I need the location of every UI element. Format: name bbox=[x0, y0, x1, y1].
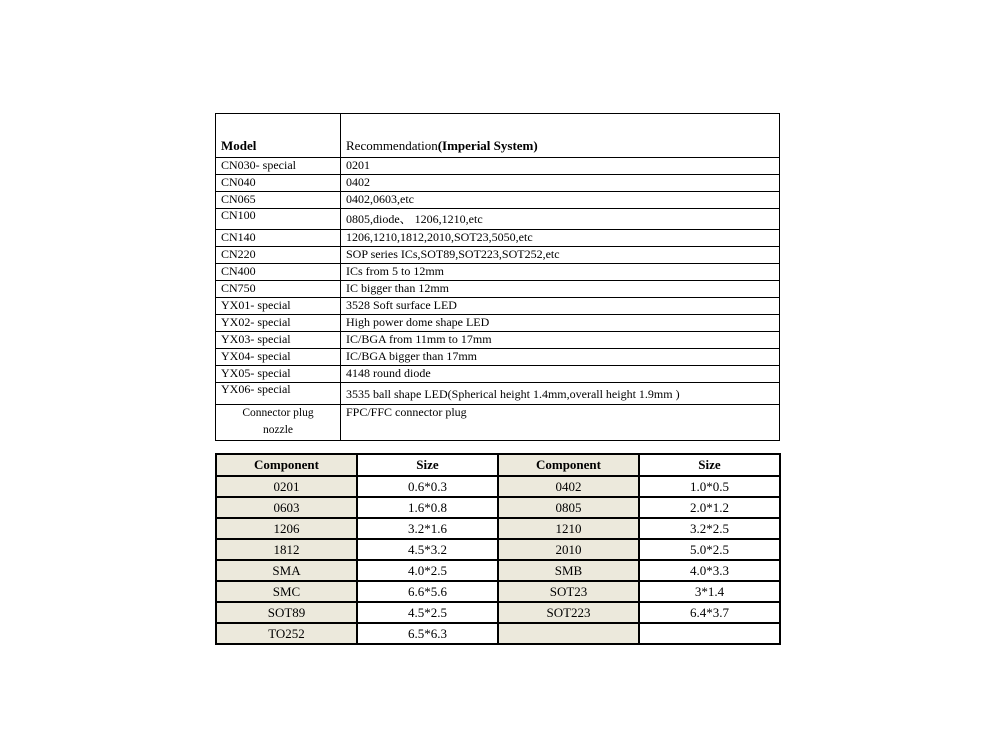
size-column-header: Size bbox=[357, 454, 498, 476]
component-cell: SMB bbox=[498, 560, 639, 581]
table-row bbox=[216, 230, 780, 247]
model-column-header: Model bbox=[216, 114, 341, 158]
table-row bbox=[216, 518, 780, 539]
size-cell: 1.6*0.8 bbox=[357, 497, 498, 518]
model-cell: YX01- special bbox=[216, 298, 341, 315]
size-column-header: Size bbox=[639, 454, 780, 476]
table-row bbox=[216, 315, 780, 332]
size-cell: 1.0*0.5 bbox=[639, 476, 780, 497]
table-row bbox=[216, 602, 780, 623]
component-column-header: Component bbox=[498, 454, 639, 476]
component-cell: SMA bbox=[216, 560, 357, 581]
table-header-row bbox=[216, 114, 780, 158]
recommendation-column-header bbox=[341, 114, 780, 158]
table-row bbox=[216, 192, 780, 209]
model-cell: YX06- special bbox=[216, 383, 341, 405]
table-row bbox=[216, 405, 780, 441]
recommendation-cell: 3535 ball shape LED(Spherical height 1.4mm,overall height 1.9mm ) bbox=[341, 383, 780, 405]
model-cell: YX03- special bbox=[216, 332, 341, 349]
table-row bbox=[216, 158, 780, 175]
recommendation-cell: 4148 round diode bbox=[341, 366, 780, 383]
model-cell bbox=[216, 405, 341, 441]
model-cell: CN100 bbox=[216, 209, 341, 230]
component-cell: SOT223 bbox=[498, 602, 639, 623]
recommendation-cell: 0201 bbox=[341, 158, 780, 175]
recommendation-cell: 0402,0603,etc bbox=[341, 192, 780, 209]
component-cell: 2010 bbox=[498, 539, 639, 560]
component-column-header: Component bbox=[216, 454, 357, 476]
model-cell: CN220 bbox=[216, 247, 341, 264]
size-cell: 4.0*3.3 bbox=[639, 560, 780, 581]
table-row bbox=[216, 298, 780, 315]
size-cell: 3*1.4 bbox=[639, 581, 780, 602]
size-cell: 4.5*3.2 bbox=[357, 539, 498, 560]
model-cell: CN065 bbox=[216, 192, 341, 209]
recommendation-cell: 0402 bbox=[341, 175, 780, 192]
model-cell: YX04- special bbox=[216, 349, 341, 366]
table-row bbox=[216, 332, 780, 349]
model-cell: CN030- special bbox=[216, 158, 341, 175]
recommendation-cell: IC bigger than 12mm bbox=[341, 281, 780, 298]
recommendation-cell: ICs from 5 to 12mm bbox=[341, 264, 780, 281]
size-cell: 6.6*5.6 bbox=[357, 581, 498, 602]
recommendation-cell: FPC/FFC connector plug bbox=[341, 405, 780, 441]
table-row bbox=[216, 281, 780, 298]
table-row bbox=[216, 497, 780, 518]
model-cell: CN400 bbox=[216, 264, 341, 281]
table-row bbox=[216, 349, 780, 366]
table-row bbox=[216, 175, 780, 192]
recommendation-cell: 0805,diode、 1206,1210,etc bbox=[341, 209, 780, 230]
recommendation-cell: High power dome shape LED bbox=[341, 315, 780, 332]
size-cell: 3.2*2.5 bbox=[639, 518, 780, 539]
component-cell: 0805 bbox=[498, 497, 639, 518]
component-cell: 1812 bbox=[216, 539, 357, 560]
size-cell: 6.5*6.3 bbox=[357, 623, 498, 644]
size-cell bbox=[639, 623, 780, 644]
table-row bbox=[216, 581, 780, 602]
size-cell: 4.5*2.5 bbox=[357, 602, 498, 623]
model-cell: CN140 bbox=[216, 230, 341, 247]
size-cell: 6.4*3.7 bbox=[639, 602, 780, 623]
model-cell: CN750 bbox=[216, 281, 341, 298]
table-header-row bbox=[216, 454, 780, 476]
size-cell: 4.0*2.5 bbox=[357, 560, 498, 581]
recommendation-cell: 3528 Soft surface LED bbox=[341, 298, 780, 315]
component-cell: SOT89 bbox=[216, 602, 357, 623]
size-cell: 5.0*2.5 bbox=[639, 539, 780, 560]
recommendation-cell: 1206,1210,1812,2010,SOT23,5050,etc bbox=[341, 230, 780, 247]
connector-plug-nozzle-label: Connector plug nozzle bbox=[242, 407, 314, 437]
recommendation-cell: IC/BGA from 11mm to 17mm bbox=[341, 332, 780, 349]
table-row bbox=[216, 560, 780, 581]
recommendation-cell: SOP series ICs,SOT89,SOT223,SOT252,etc bbox=[341, 247, 780, 264]
component-size-table bbox=[215, 453, 781, 645]
table-row bbox=[216, 623, 780, 644]
model-cell: YX02- special bbox=[216, 315, 341, 332]
recommendation-cell: IC/BGA bigger than 17mm bbox=[341, 349, 780, 366]
component-cell: 0402 bbox=[498, 476, 639, 497]
table-row bbox=[216, 264, 780, 281]
component-cell: 0603 bbox=[216, 497, 357, 518]
size-cell: 3.2*1.6 bbox=[357, 518, 498, 539]
component-cell: TO252 bbox=[216, 623, 357, 644]
table-row bbox=[216, 247, 780, 264]
component-cell: 1210 bbox=[498, 518, 639, 539]
size-cell: 0.6*0.3 bbox=[357, 476, 498, 497]
table-row bbox=[216, 476, 780, 497]
table-row bbox=[216, 366, 780, 383]
size-cell: 2.0*1.2 bbox=[639, 497, 780, 518]
model-cell: CN040 bbox=[216, 175, 341, 192]
table-row bbox=[216, 383, 780, 405]
component-cell: 0201 bbox=[216, 476, 357, 497]
component-cell: SOT23 bbox=[498, 581, 639, 602]
table-row bbox=[216, 209, 780, 230]
component-cell: SMC bbox=[216, 581, 357, 602]
recommendation-header-prefix: Recommendation bbox=[346, 138, 438, 154]
component-cell: 1206 bbox=[216, 518, 357, 539]
component-cell bbox=[498, 623, 639, 644]
recommendation-header-bold: (Imperial System) bbox=[437, 138, 538, 154]
model-cell: YX05- special bbox=[216, 366, 341, 383]
table-row bbox=[216, 539, 780, 560]
model-recommendation-table bbox=[215, 113, 780, 441]
